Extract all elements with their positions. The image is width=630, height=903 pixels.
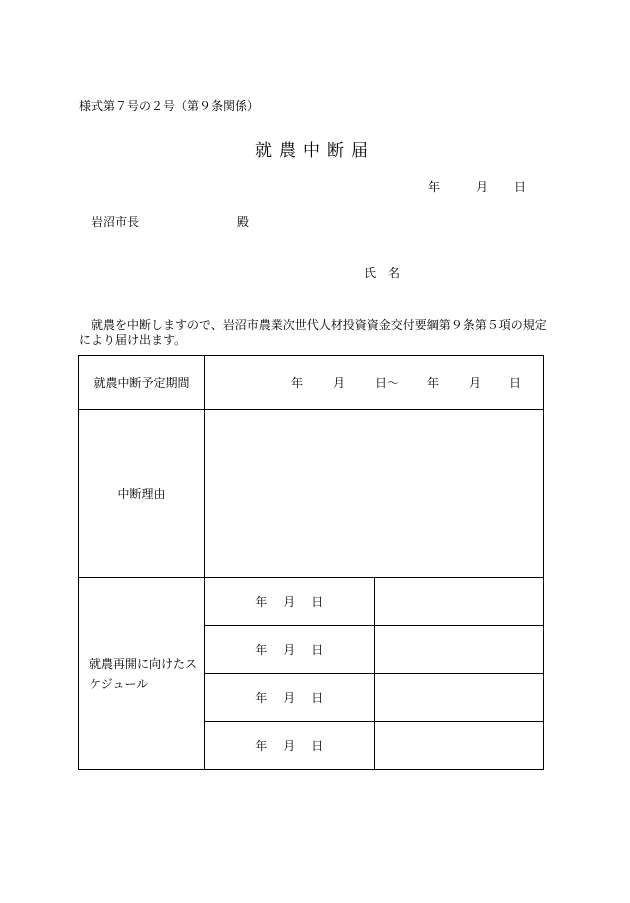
schedule-year: 年 <box>255 691 268 705</box>
reason-label: 中断理由 <box>79 410 205 578</box>
date-year: 年 <box>428 180 441 194</box>
submission-date <box>428 178 526 195</box>
addressee-name: 岩沼市長 <box>91 215 140 229</box>
statement-text <box>79 318 547 348</box>
schedule-month: 月 <box>283 691 296 705</box>
schedule-month: 月 <box>283 643 296 657</box>
reason-field[interactable] <box>205 410 544 578</box>
schedule-year: 年 <box>255 739 268 753</box>
schedule-year: 年 <box>255 643 268 657</box>
schedule-date[interactable] <box>205 674 375 722</box>
applicant-name-label: 氏 名 <box>364 266 401 280</box>
period-row <box>79 356 544 410</box>
period-month1: 月 <box>333 376 346 390</box>
schedule-day: 日 <box>311 739 324 753</box>
schedule-date[interactable] <box>205 626 375 674</box>
schedule-month: 月 <box>283 595 296 609</box>
schedule-label: 就農再開に向けたスケジュール <box>79 578 205 770</box>
period-day1: 日〜 <box>375 376 400 390</box>
period-day2: 日 <box>509 376 522 390</box>
schedule-year: 年 <box>255 595 268 609</box>
schedule-day: 日 <box>311 691 324 705</box>
document-title: 就農中断届 <box>255 141 375 161</box>
form-number: 様式第７号の２号（第９条関係） <box>79 99 260 113</box>
schedule-month: 月 <box>283 739 296 753</box>
schedule-detail[interactable] <box>374 578 544 626</box>
period-year2: 年 <box>427 376 440 390</box>
period-value[interactable] <box>205 356 544 410</box>
date-day: 日 <box>514 180 527 194</box>
schedule-row <box>79 578 544 626</box>
schedule-date[interactable] <box>205 722 375 770</box>
form-table <box>78 355 544 770</box>
statement-body: 就農を中断しますので、岩沼市農業次世代人材投資資金交付要綱第９条第５項の規定により届け出ます。 <box>79 318 547 347</box>
schedule-day: 日 <box>311 595 324 609</box>
schedule-detail[interactable] <box>374 722 544 770</box>
reason-row <box>79 410 544 578</box>
schedule-day: 日 <box>311 643 324 657</box>
schedule-detail[interactable] <box>374 626 544 674</box>
period-label: 就農中断予定期間 <box>79 356 205 410</box>
date-month: 月 <box>476 180 489 194</box>
schedule-date[interactable] <box>205 578 375 626</box>
addressee-honorific: 殿 <box>237 215 250 229</box>
period-month2: 月 <box>469 376 482 390</box>
period-year1: 年 <box>291 376 304 390</box>
schedule-detail[interactable] <box>374 674 544 722</box>
